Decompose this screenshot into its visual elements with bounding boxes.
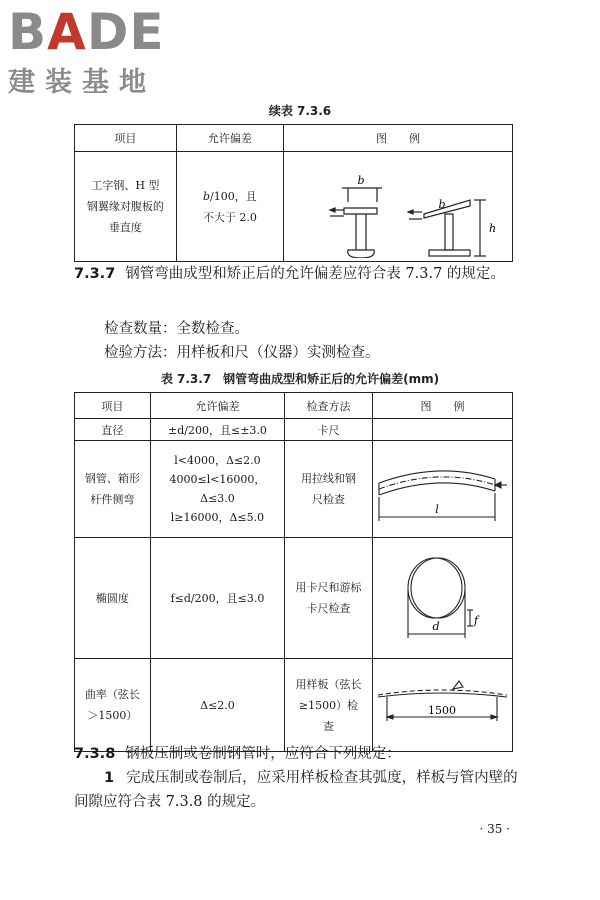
table1-tol-cell: b/100，且 不大于 2.0: [176, 152, 283, 262]
logo-subtitle: 建装基地: [8, 67, 156, 98]
table1-header-item: 项目: [75, 125, 177, 152]
table1-header-fig: 图 例: [283, 125, 512, 152]
section-737-method: 检验方法：用样板和尺（仪器）实测检查。: [104, 345, 380, 361]
table1-header-tol: 允许偏差: [176, 125, 283, 152]
ovality-diagram: [373, 538, 512, 655]
fig3-label-f: f: [473, 614, 479, 627]
table1-item-cell: 工字钢、H 型钢翼缘对腹板的垂直度: [75, 152, 177, 262]
section-737-quantity: 检查数量：全数检查。: [104, 321, 249, 337]
table1-header-row: [75, 125, 513, 152]
table2-row-diameter: 直径 ±d/200，且≤±3.0 卡尺: [75, 419, 513, 441]
table2-row-curvature: 曲率（弦长＞1500） Δ≤2.0 用样板（弦长≥1500）检查 1500: [75, 659, 513, 752]
table1-caption: 续表 7.3.6: [268, 104, 332, 118]
table1-row: [75, 152, 513, 262]
table2-header-row: [75, 393, 513, 419]
section-738-number: 7.3.8: [74, 746, 116, 762]
table2-caption: 表 7.3.7 钢管弯曲成型和矫正后的允许偏差(mm): [160, 372, 440, 386]
table2-row-bending: 钢管、箱形杆件侧弯 l<4000，Δ≤2.0 4000≤l<16000，Δ≤3.0 l≥16000，Δ≤5.0 用拉线和钢尺检查 l: [75, 441, 513, 538]
section-738-item-1: 1 完成压制或卷制后，应采用样板检查其弧度，样板与管内壁的间隙应符合表 7.3.8 的规定。: [74, 770, 518, 810]
logo-wordmark: BADE: [8, 3, 165, 61]
section-737-text: 7.3.7 钢管弯曲成型和矫正后的允许偏差应符合表 7.3.7 的规定。: [74, 266, 505, 282]
table2-header-tol: 允许偏差: [150, 393, 284, 419]
fig1-label-b-left: b: [357, 174, 365, 187]
bending-diagram: [373, 441, 512, 534]
flange-perpendicularity-diagram: [284, 152, 512, 258]
curvature-diagram: [373, 659, 512, 748]
brand-logo: [8, 3, 165, 99]
table2-header-item: 项目: [75, 393, 151, 419]
table1-figure-cell: [283, 152, 512, 262]
table2-header-method: 检查方法: [285, 393, 373, 419]
table2: [74, 392, 513, 752]
page-number: · 35 ·: [479, 822, 510, 836]
fig2-label-l: l: [435, 503, 439, 516]
section-737-number: 7.3.7: [74, 266, 116, 282]
table2-header-fig: 图 例: [372, 393, 512, 419]
table1: [74, 124, 513, 262]
section-738-text: 7.3.8 钢板压制或卷制钢管时，应符合下列规定：: [74, 746, 401, 762]
fig4-label-chord: 1500: [427, 704, 456, 717]
fig1-label-h: h: [488, 222, 497, 235]
table2-row-ovality: 椭圆度 f≤d/200，且≤3.0 用卡尺和游标卡尺检查 d f: [75, 538, 513, 659]
fig1-label-b-right: b: [438, 198, 446, 211]
fig3-label-d: d: [432, 620, 440, 633]
